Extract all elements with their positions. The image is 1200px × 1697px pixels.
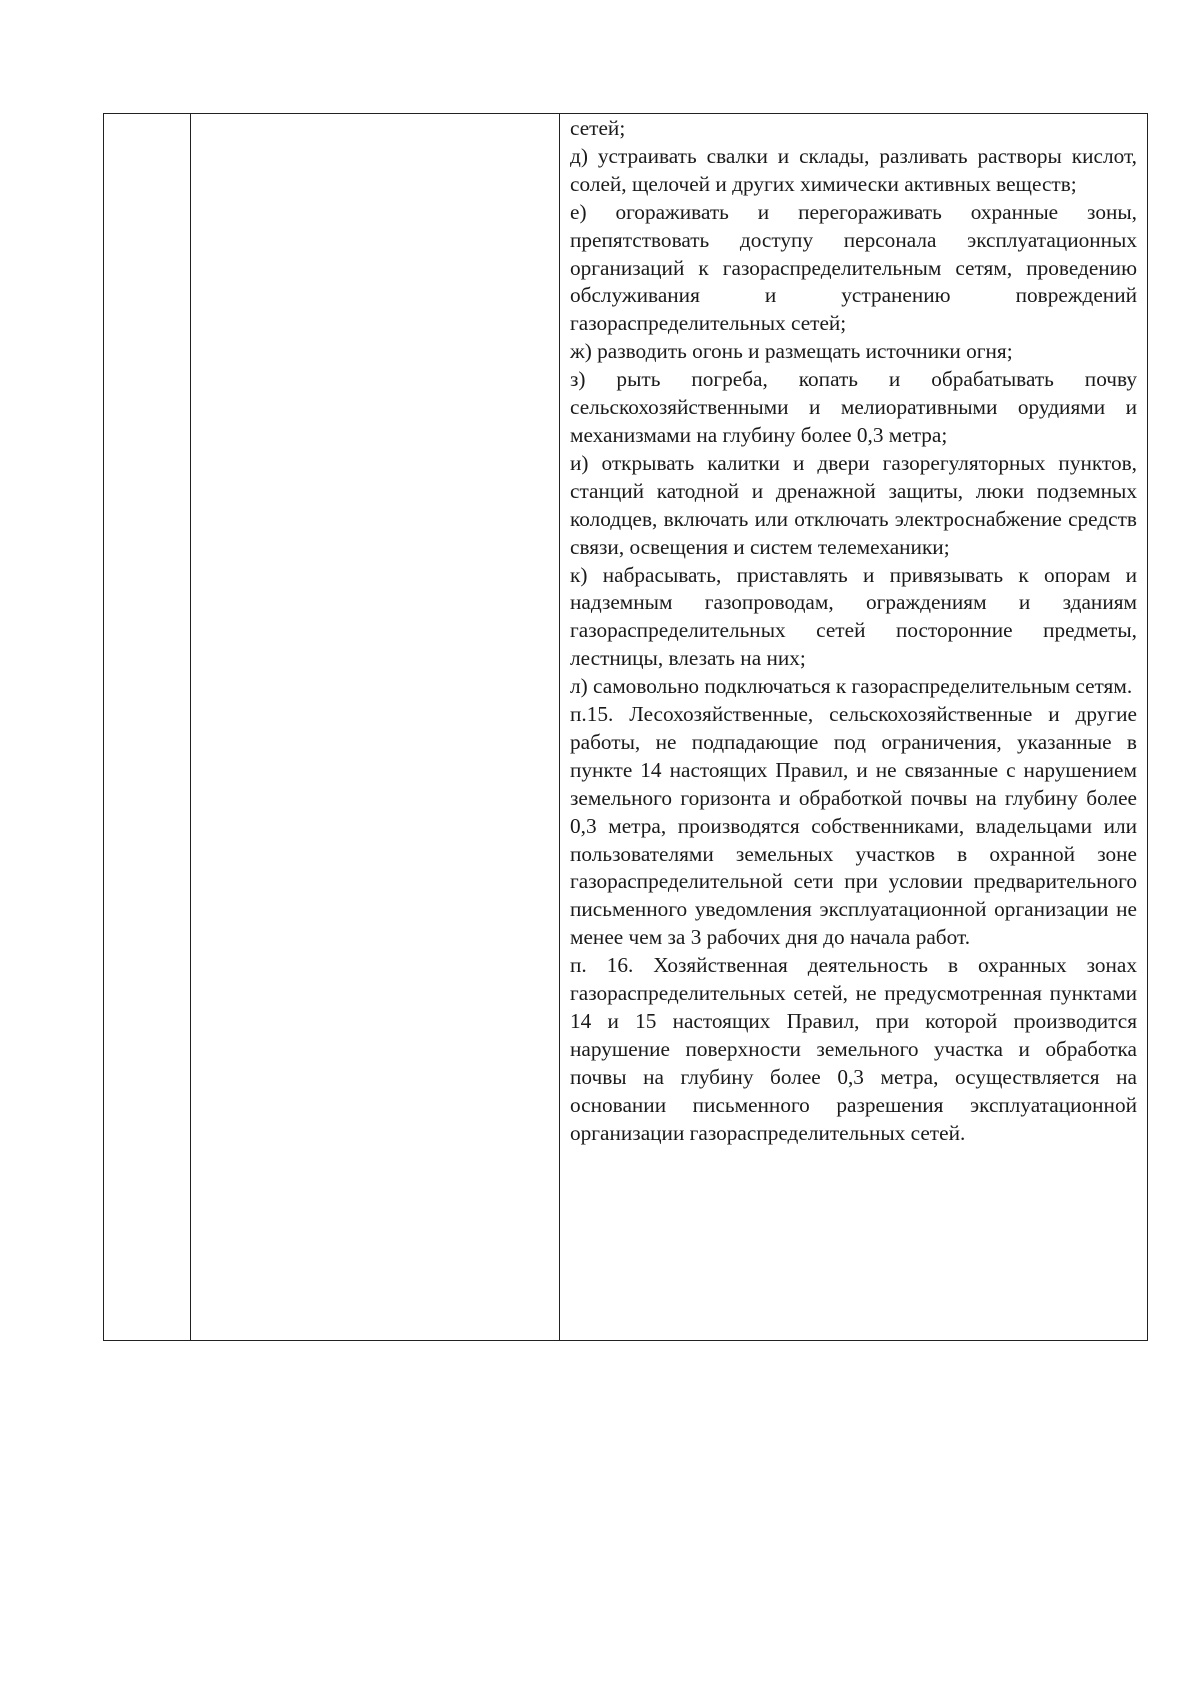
paragraph-networks-continuation: сетей; (570, 116, 626, 140)
paragraph-item-k: к) набрасывать, приставлять и привязывать к опорам и надземным газопроводам, ограждениям и зданиям газораспределительных сетей посторонние предметы, лестницы, влезать на них; (570, 562, 1137, 671)
empty-cell-number (104, 114, 191, 1341)
paragraph-item-z: з) рыть погреба, копать и обрабатывать почву сельскохозяйственными и мелиоративными орудиями и механизмами на глубину более 0,3 метра; (570, 367, 1137, 447)
paragraph-item-d: д) устраивать свалки и склады, разливать растворы кислот, солей, щелочей и других химически активных веществ; (570, 143, 1137, 196)
paragraph-item-e: е) огораживать и перегораживать охранные зоны, препятствовать доступу персонала эксплуатационных организаций к газораспределительным сетям, проведению обслуживания и устранению повреждений газораспределительных сетей; (570, 199, 1137, 336)
paragraph-item-l: л) самовольно подключаться к газораспределительным сетям. (570, 674, 1133, 699)
paragraph-item-zh: ж) разводить огонь и размещать источники огня; (570, 339, 1013, 364)
regulation-text-cell (560, 114, 1148, 1341)
empty-cell-title (191, 114, 560, 1341)
document-table (103, 113, 1148, 1341)
paragraph-point-16: п. 16. Хозяйственная деятельность в охранных зонах газораспределительных сетей, не предусмотренная пунктами 14 и 15 настоящих Правил, при которой производится нарушение поверхности земельного участка и обработка почвы на глубину более 0,3 метра, осуществляется на основании письменного разрешения эксплуатационной организации газораспределительных сетей. (570, 953, 1137, 1145)
paragraph-item-i: и) открывать калитки и двери газорегуляторных пунктов, станций катодной и дренажной защиты, люки подземных колодцев, включать или отключать электроснабжение средств связи, освещения и систем телемеханики; (570, 450, 1137, 559)
table-row (104, 114, 1148, 1341)
paragraph-point-15: п.15. Лесохозяйственные, сельскохозяйственные и другие работы, не подпадающие под ограничения, указанные в пункте 14 настоящих Правил, и не связанные с нарушением земельного горизонта и обработкой почвы на глубину более 0,3 метра, производятся собственниками, владельцами или пользователями земельных участков в охранной зоне газораспределительной сети при условии предварительного письменного уведомления эксплуатационной организации не менее чем за 3 рабочих дня до начала работ. (570, 702, 1137, 950)
